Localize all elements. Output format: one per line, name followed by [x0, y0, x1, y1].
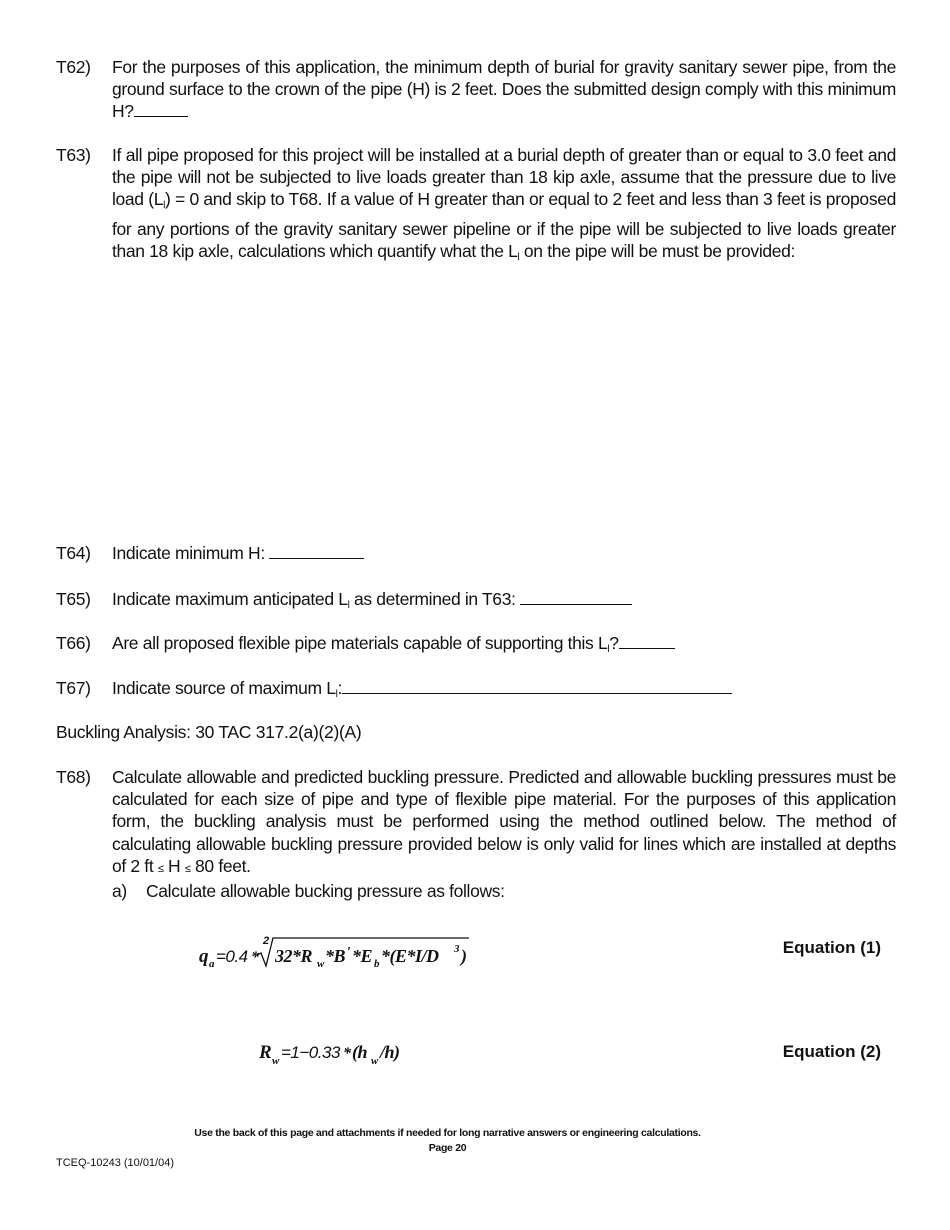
question-t65 [56, 588, 896, 617]
subscript-l: l [347, 600, 350, 611]
question-t62 [56, 56, 896, 123]
question-number: T63) [56, 145, 91, 165]
section-heading: Buckling Analysis: 30 TAC 317.2(a)(2)(A) [56, 722, 362, 742]
equation-1-formula [199, 934, 489, 974]
question-text: ? [609, 633, 619, 653]
svg-text:R: R [259, 1042, 272, 1063]
question-text: If all pipe proposed for this project will be installed at a burial depth of greater than or equal to 3.0 feet and the pipe will not be subjected to live loads greater than 18 kip axle, assume that the pressure due to live load (L [112, 145, 896, 210]
form-id: TCEQ-10243 (10/01/04) [56, 1157, 175, 1169]
answer-blank[interactable] [520, 590, 632, 605]
subscript-l: l [517, 251, 520, 263]
equation-1-label: Equation (1) [782, 938, 881, 957]
answer-blank[interactable] [269, 544, 364, 559]
equation-2-formula [259, 1036, 419, 1070]
svg-text:3: 3 [454, 943, 459, 955]
svg-text:w: w [371, 1055, 378, 1067]
question-text: For the purposes of this application, the minimum depth of burial for gravity sanitary sewer pipe, from the ground surface to the crown of the pipe (H) is 2 feet. Does the submitted design comply with this minimum H? [112, 57, 896, 122]
sub-item-text: Calculate allowable bucking pressure as follows: [146, 881, 505, 902]
equation-2 [259, 1036, 419, 1070]
svg-text:q: q [199, 946, 208, 967]
question-t63 [56, 144, 896, 269]
svg-text:(h: (h [352, 1042, 368, 1062]
page-footer [0, 1126, 895, 1156]
question-text: on the pipe will be must be provided: [519, 240, 796, 261]
question-text: ) = 0 and skip to T68. If a value of H greater than or equal to 2 feet and less than 3 feet is proposed for any portions of the gravity sanitary sewer pipeline or if the pipe will be subjected to live loads greater than 18 kip axle, calculations which quantify what the L [112, 189, 896, 261]
question-text: : [337, 678, 343, 698]
question-number: T68) [56, 767, 91, 787]
question-text: Calculate allowable and predicted buckling pressure. Predicted and allowable buckling pressures must be calculated for each size of pipe and type of flexible pipe material. For the purposes of this application form, the buckling analysis must be performed using the method outlined below. The method of calculating allowable buckling pressure provided below is only valid for lines which are installed at depths of 2 ft [112, 767, 896, 876]
answer-blank[interactable] [342, 679, 732, 694]
svg-text:b: b [374, 958, 379, 970]
svg-text:=0.4: =0.4 [216, 947, 248, 966]
question-number: T64) [56, 543, 91, 563]
svg-text:′: ′ [347, 945, 351, 960]
answer-blank[interactable] [619, 634, 675, 649]
question-t67 [56, 677, 896, 706]
sub-item-a [112, 880, 896, 902]
sub-item-label: a) [112, 881, 127, 902]
question-text: Indicate source of maximum L [112, 678, 336, 698]
svg-text:32*R: 32*R [275, 946, 313, 966]
svg-text:*E: *E [352, 946, 373, 966]
svg-text:*(E*I/D: *(E*I/D [381, 946, 439, 966]
question-text: as determined in T63: [349, 589, 521, 609]
equation-1 [199, 934, 489, 974]
subscript-l: l [335, 689, 338, 700]
svg-text:): ) [461, 946, 467, 966]
question-number: T62) [56, 57, 91, 77]
footer-note: Use the back of this page and attachments if needed for long narrative answers or engineering calculations. [194, 1127, 701, 1139]
svg-text:*B: *B [325, 946, 346, 966]
svg-text:*: * [343, 1045, 351, 1062]
less-equal-symbol: ≤ [157, 862, 164, 875]
question-text: Indicate minimum H: [112, 543, 270, 563]
svg-text:=1−0.33: =1−0.33 [281, 1043, 340, 1062]
root-index: 2 [263, 935, 269, 947]
question-number: T66) [56, 633, 91, 653]
question-text: H [163, 855, 185, 876]
less-equal-symbol: ≤ [184, 862, 191, 875]
question-t66 [56, 632, 896, 661]
question-text: 80 feet. [190, 855, 251, 876]
question-t68 [56, 766, 896, 902]
equation-2-label: Equation (2) [782, 1042, 881, 1061]
page-number: Page 20 [428, 1142, 467, 1154]
svg-text:w: w [317, 958, 324, 970]
subscript-l: l [607, 644, 610, 655]
question-number: T65) [56, 589, 91, 609]
question-text: Indicate maximum anticipated L [112, 589, 348, 609]
svg-text:*: * [251, 949, 259, 966]
question-text: Are all proposed flexible pipe materials capable of supporting this L [112, 633, 608, 653]
svg-text:a: a [209, 958, 214, 970]
svg-text:/h): /h) [380, 1042, 400, 1062]
question-number: T67) [56, 678, 91, 698]
question-t64 [56, 542, 896, 564]
svg-text:w: w [272, 1055, 279, 1067]
subscript-l: l [163, 200, 165, 212]
answer-blank[interactable] [134, 102, 188, 117]
